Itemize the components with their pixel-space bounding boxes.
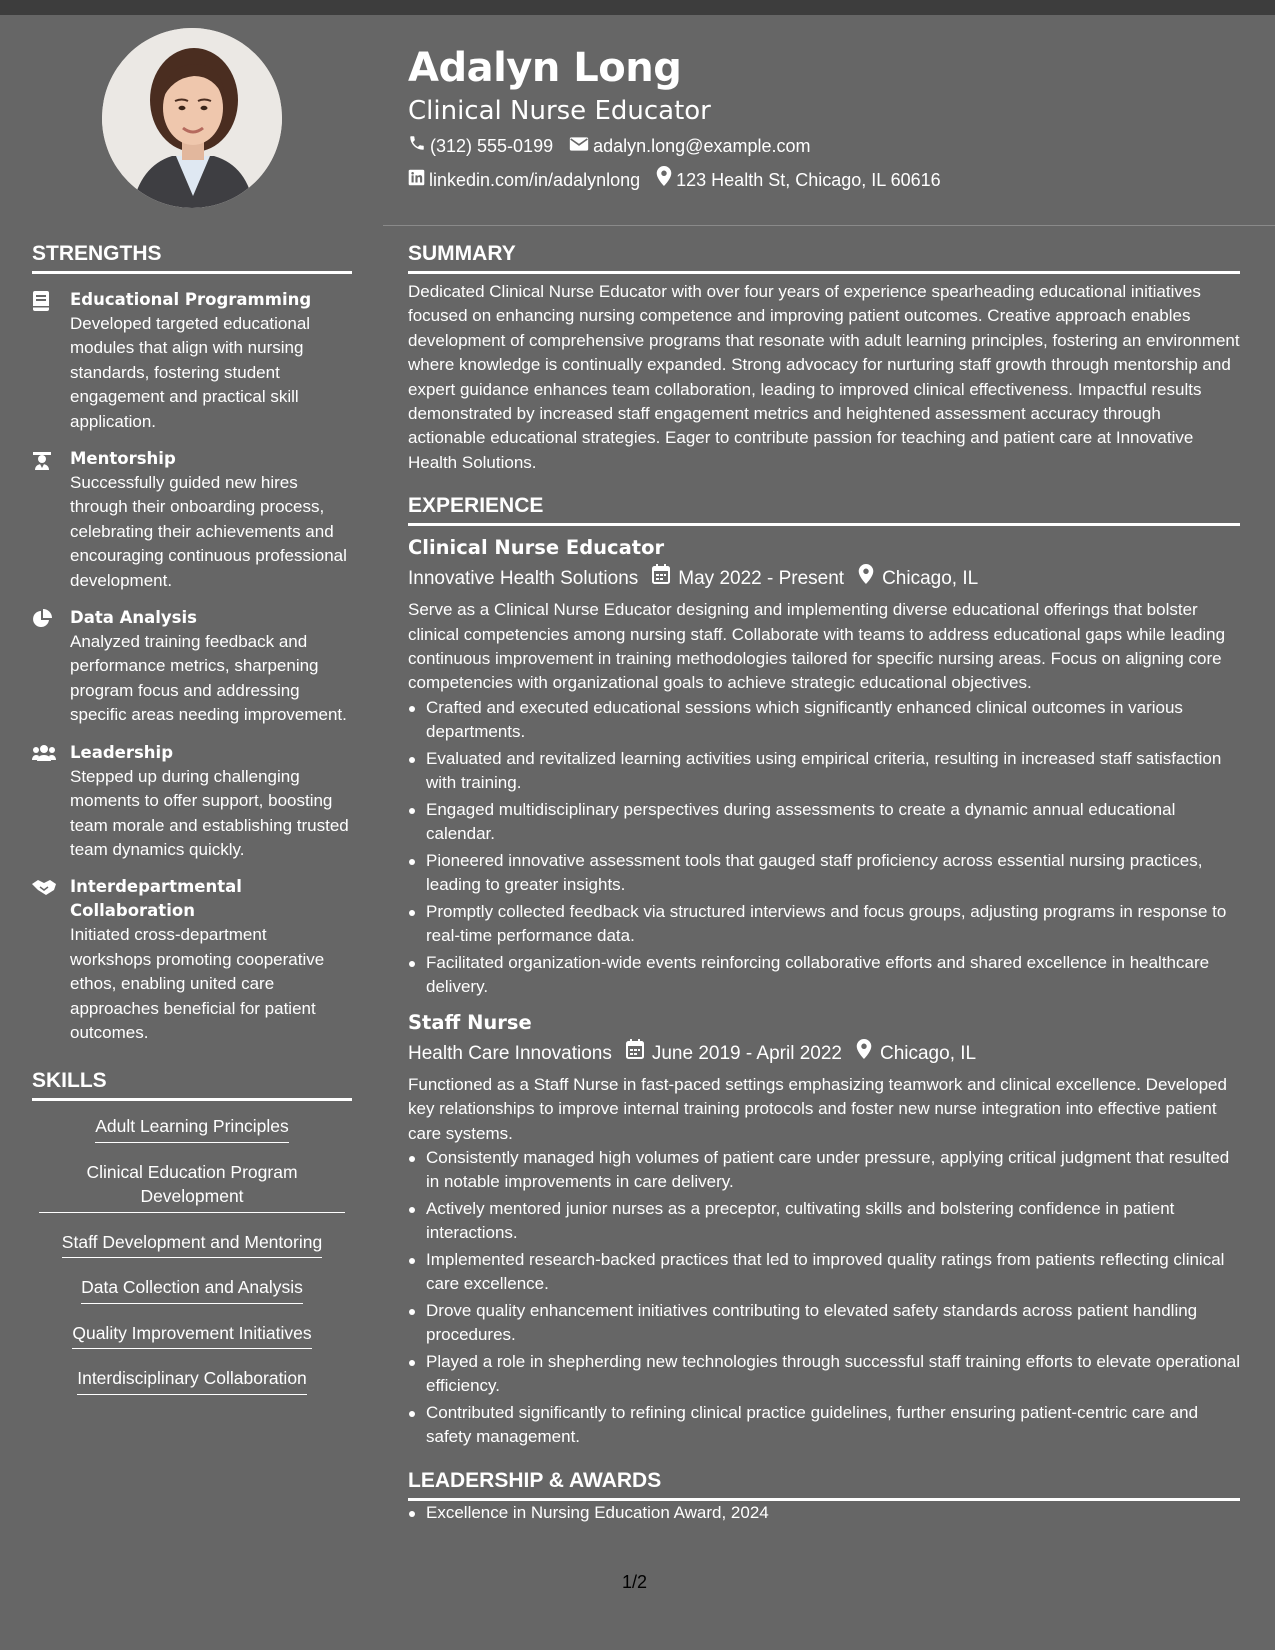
- company-name: Health Care Innovations: [408, 1042, 612, 1064]
- job-location: [856, 1039, 976, 1069]
- calendar-icon: [626, 1039, 652, 1069]
- bullet-item: Crafted and executed educational sessions which significantly enhanced clinical outcomes in various departments.: [408, 696, 1240, 745]
- bullet-item: Played a role in shepherding new technologies through successful staff training efforts to elevate operational efficiency.: [408, 1350, 1240, 1399]
- page-number: 1/2: [622, 1572, 648, 1592]
- map-marker-icon: [858, 564, 882, 594]
- contact-row-1: [408, 130, 1238, 162]
- address-text: 123 Health St, Chicago, IL 60616: [676, 170, 941, 190]
- strength-description: Analyzed training feedback and performance metrics, sharpening program focus and addressing specific areas needing improvement.: [70, 632, 347, 725]
- strength-item: [32, 288, 352, 434]
- strength-item: [32, 447, 352, 593]
- award-item: Excellence in Nursing Education Award, 2024: [408, 1501, 1240, 1525]
- bullet-item: Facilitated organization-wide events reinforcing collaborative efforts and shared excellence in healthcare delivery.: [408, 951, 1240, 1000]
- job-entry: [408, 1008, 1240, 1450]
- phone-contact[interactable]: [408, 130, 553, 162]
- skill-item: Adult Learning Principles: [95, 1114, 289, 1143]
- location-text: Chicago, IL: [882, 568, 979, 590]
- map-marker-icon: [856, 1039, 880, 1069]
- handshake-icon: [32, 875, 70, 1045]
- skill-item: Interdisciplinary Collaboration: [77, 1366, 307, 1395]
- bullet-item: Evaluated and revitalized learning activities using empirical criteria, resulting in increased staff satisfaction with training.: [408, 747, 1240, 796]
- bullet-item: Contributed significantly to refining clinical practice guidelines, further ensuring patient-centric care and safety management.: [408, 1401, 1240, 1450]
- bullet-item: Pioneered innovative assessment tools that gauged staff proficiency across essential nursing practices, leading to greater insights.: [408, 849, 1240, 898]
- top-bar: [0, 0, 1275, 15]
- strength-description: Developed targeted educational modules that align with nursing standards, fostering student engagement and practical skill application.: [70, 314, 311, 431]
- header-divider: [383, 225, 1275, 226]
- job-meta: [408, 1039, 1240, 1069]
- left-column: [32, 240, 352, 1412]
- profile-photo: [102, 28, 282, 208]
- bullet-item: Promptly collected feedback via structured interviews and focus groups, adjusting programs in response to real-time performance data.: [408, 900, 1240, 949]
- skill-item: Staff Development and Mentoring: [62, 1230, 322, 1259]
- teacher-icon: [32, 447, 70, 593]
- dates-text: May 2022 - Present: [678, 568, 845, 590]
- bullet-item: Engaged multidisciplinary perspectives during assessments to create a dynamic annual educational calendar.: [408, 798, 1240, 847]
- company-name: Innovative Health Solutions: [408, 568, 639, 590]
- users-icon: [32, 741, 70, 863]
- summary-text: Dedicated Clinical Nurse Educator with over four years of experience spearheading educational initiatives focused on enhancing nursing competence and improving patient outcomes. Creative approach enables development of comprehensive programs that resonate with adult learning principles, fostering an environment where knowledge is continually expanded. Strong advocacy for nurturing staff growth through mentorship and expert guidance enhances team collaboration, leading to improved clinical effectiveness. Impactful results demonstrated by increased staff engagement metrics and heightened assessment accuracy through actionable educational strategies. Eager to contribute passion for teaching and patient care at Innovative Health Solutions.: [408, 282, 1240, 472]
- email-contact[interactable]: [569, 130, 810, 162]
- job-title: Clinical Nurse Educator: [408, 536, 665, 560]
- right-column: [408, 240, 1240, 1527]
- linkedin-icon: [408, 164, 429, 196]
- linkedin-contact[interactable]: [408, 164, 640, 196]
- candidate-title: Clinical Nurse Educator: [408, 96, 711, 126]
- contact-row-2: [408, 164, 1238, 196]
- phone-icon: [408, 130, 430, 162]
- book-icon: [32, 288, 70, 434]
- skill-item: Clinical Education Program Development: [39, 1160, 345, 1213]
- job-dates: [626, 1039, 842, 1069]
- email-text: adalyn.long@example.com: [593, 136, 811, 156]
- job-description: Serve as a Clinical Nurse Educator designing and implementing diverse educational offerings that bolster clinical competencies among nursing staff. Collaborate with teams to address educational gaps while leading continuous improvement in training methodologies tailored for specific nursing areas. Focus on aligning core competencies with organizational goals to achieve strategic educational objectives.: [408, 600, 1226, 693]
- strength-name: Data Analysis: [70, 608, 197, 628]
- dates-text: June 2019 - April 2022: [651, 1042, 842, 1064]
- strength-item: [32, 606, 352, 728]
- strength-name: Mentorship: [70, 449, 176, 469]
- strength-description: Successfully guided new hires through their onboarding process, celebrating their achievements and encouraging continuous professional development.: [70, 473, 347, 590]
- address-contact: [656, 164, 941, 196]
- strengths-heading: STRENGTHS: [32, 240, 352, 274]
- job-bullets: [408, 1146, 1240, 1450]
- phone-text: (312) 555-0199: [430, 136, 554, 156]
- linkedin-text: linkedin.com/in/adalynlong: [429, 170, 641, 190]
- bullet-item: Actively mentored junior nurses as a preceptor, cultivating skills and bolstering confidence in patient interactions.: [408, 1197, 1240, 1246]
- skills-list: [32, 1114, 352, 1412]
- candidate-name: Adalyn Long: [408, 45, 682, 91]
- strength-item: [32, 741, 352, 863]
- awards-list: [408, 1501, 1240, 1525]
- strength-item: [32, 875, 352, 1045]
- bullet-item: Drove quality enhancement initiatives contributing to elevated safety standards across patient handling procedures.: [408, 1299, 1240, 1348]
- skill-item: Quality Improvement Initiatives: [72, 1321, 311, 1350]
- leadership-heading: LEADERSHIP & AWARDS: [408, 1467, 1240, 1501]
- strength-description: Stepped up during challenging moments to offer support, boosting team morale and establishing trusted team dynamics quickly.: [70, 766, 349, 859]
- calendar-icon: [652, 564, 678, 594]
- location-text: Chicago, IL: [879, 1042, 977, 1064]
- bullet-item: Implemented research-backed practices that led to improved quality ratings from patients reflecting clinical care excellence.: [408, 1248, 1240, 1297]
- resume-header: [408, 40, 1238, 196]
- strength-name: Interdepartmental Collaboration: [70, 877, 242, 921]
- experience-heading: EXPERIENCE: [408, 492, 1240, 526]
- bullet-item: Consistently managed high volumes of patient care under pressure, applying critical judgment that resulted in notable improvements in care delivery.: [408, 1146, 1240, 1195]
- job-description: Functioned as a Staff Nurse in fast-paced settings emphasizing teamwork and clinical excellence. Developed key relationships to improve internal training protocols and foster new nurse integration into effective patient care systems.: [408, 1074, 1227, 1143]
- pie-chart-icon: [32, 606, 70, 728]
- envelope-icon: [569, 130, 593, 162]
- job-meta: [408, 564, 1240, 594]
- job-location: [858, 564, 978, 594]
- strength-name: Educational Programming: [70, 290, 312, 309]
- job-dates: [652, 564, 844, 594]
- strengths-list: [32, 288, 352, 1045]
- map-marker-icon: [656, 164, 676, 196]
- skills-heading: SKILLS: [32, 1067, 352, 1101]
- strength-name: Leadership: [70, 742, 174, 762]
- strength-description: Initiated cross-department workshops promoting cooperative ethos, enabling united care approaches beneficial for patient outcomes.: [70, 925, 325, 1042]
- summary-heading: SUMMARY: [408, 240, 1240, 274]
- job-bullets: [408, 696, 1240, 1000]
- job-title: Staff Nurse: [408, 1010, 532, 1034]
- skill-item: Data Collection and Analysis: [81, 1275, 303, 1304]
- job-entry: [408, 533, 1240, 999]
